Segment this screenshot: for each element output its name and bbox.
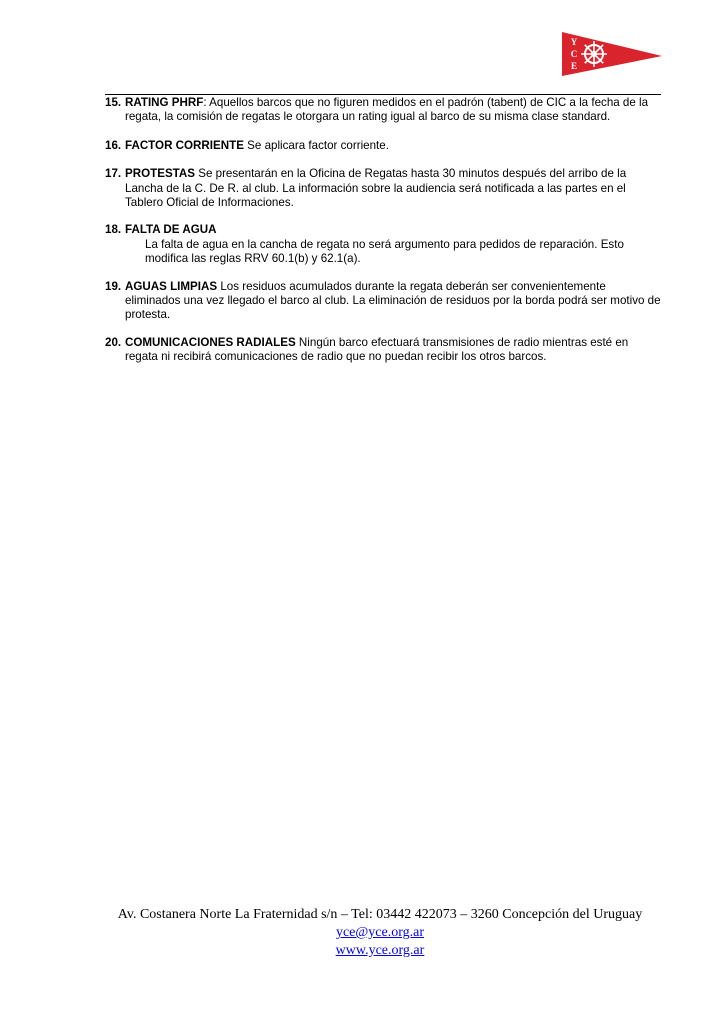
rule-number: 16.	[105, 138, 122, 152]
rule-number: 18.	[105, 223, 122, 237]
rule-item-18	[105, 223, 661, 266]
footer-website-link[interactable]: www.yce.org.ar	[335, 943, 425, 958]
regatta-rules-list	[105, 96, 661, 378]
rule-number: 19.	[105, 279, 122, 293]
footer-email-link[interactable]: yce@yce.org.ar	[335, 925, 425, 940]
rule-item-17	[105, 167, 661, 210]
rule-text: Se presentarán en la Oficina de Regatas hasta 30 minutos después del arribo de la Lancha de la C. De R. al club. La información sobre la audiencia será notificada a las partes en el Tablero Oficial de Informaciones.	[125, 167, 627, 210]
logo-letter-e: E	[570, 61, 578, 71]
rule-title: FACTOR CORRIENTE	[125, 138, 244, 152]
rule-title: RATING PHRF	[125, 96, 204, 109]
rule-title: COMUNICACIONES RADIALES	[125, 335, 296, 349]
rule-text: Ningún barco efectuará transmisiones de radio mientras esté en regata ni recibirá comunicaciones de radio que no puedan recibir los otros barcos.	[125, 335, 629, 364]
page-footer	[60, 906, 700, 960]
rule-number: 20.	[105, 335, 122, 349]
rule-text: Los residuos acumulados durante la regata deberán ser convenientemente eliminados una vez llegado el barco al club. La eliminación de residuos por la borda podrá ser motivo de protesta.	[125, 279, 661, 322]
rule-title: AGUAS LIMPIAS	[125, 279, 218, 293]
rule-item-20	[105, 336, 661, 365]
rule-text: : Aquellos barcos que no figuren medidos en el padrón (tabent) de CIC a la fecha de la regata, la comisión de regatas le otorgara un rating igual al barco de su misma clase standard.	[125, 96, 649, 124]
logo-letter-y: Y	[570, 37, 578, 47]
rule-number: 17.	[105, 167, 122, 181]
rule-item-19	[105, 280, 661, 323]
rule-text: Se aplicara factor corriente.	[243, 138, 389, 152]
rule-item-16	[105, 139, 661, 153]
club-pennant-logo	[560, 30, 664, 78]
rule-item-15	[105, 96, 661, 125]
footer-address: Av. Costanera Norte La Fraternidad s/n – Tel: 03442 422073 – 3260 Concepción del Uruguay	[117, 907, 643, 922]
header-divider	[105, 94, 661, 95]
rule-text: La falta de agua en la cancha de regata no será argumento para pedidos de reparación. Esto modifica las reglas RRV 60.1(b) y 62.1(a).	[145, 237, 624, 266]
logo-letter-c: C	[570, 49, 578, 59]
rule-title: FALTA DE AGUA	[125, 223, 217, 237]
rule-number: 15.	[105, 96, 122, 109]
rule-title: PROTESTAS	[125, 167, 195, 181]
